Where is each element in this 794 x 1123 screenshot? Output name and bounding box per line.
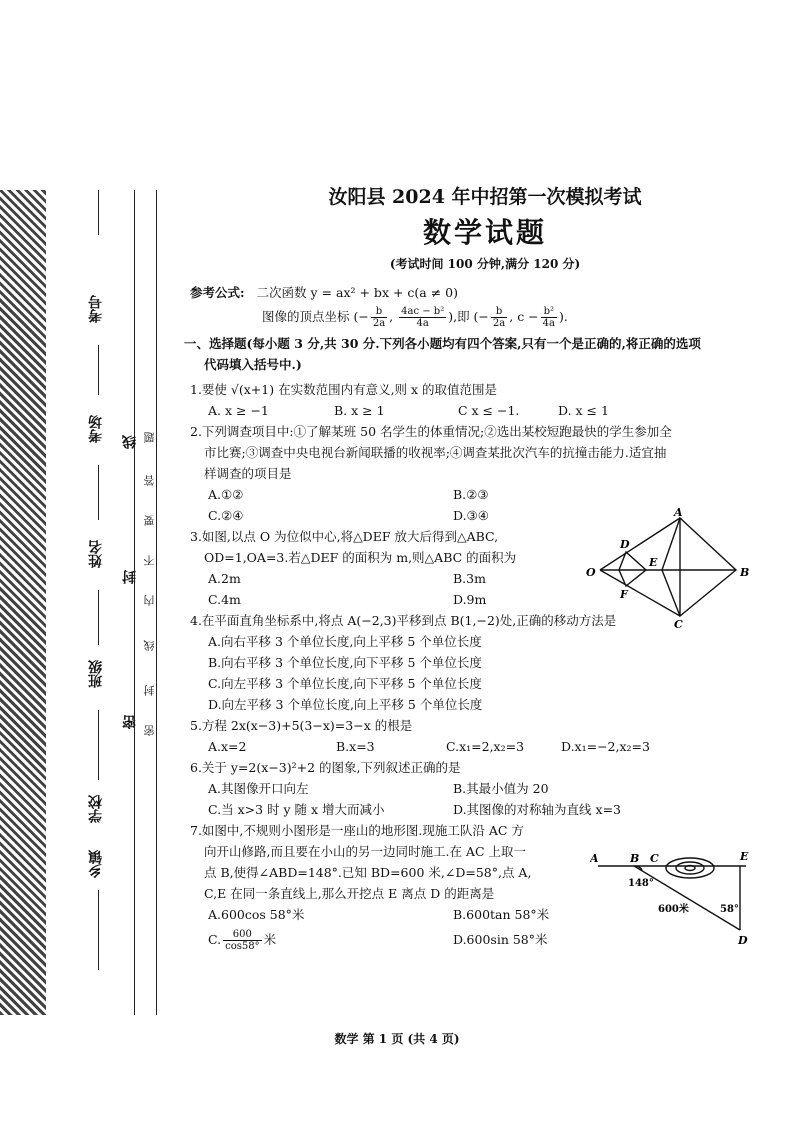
q6-stem: 6.关于 y=2(x−3)²+2 的图象,下列叙述正确的是 [190, 760, 461, 775]
q7-stem-3: 点 B,使得∠ABD=148°.已知 BD=600 米,∠D=58°,点 A, [204, 865, 532, 880]
frac-den: 2a [372, 318, 386, 329]
seal-notice-char: 要 [143, 515, 156, 526]
q7-option-b: B.600tan 58°米 [453, 907, 550, 922]
q2-option-b: B.②③ [453, 487, 489, 502]
blank-line [98, 345, 99, 395]
frac-den: 2a [492, 318, 506, 329]
q1-options [190, 400, 780, 421]
vertex-x-fraction [371, 306, 387, 329]
seal-notice-char: 不 [143, 555, 156, 566]
label-o: O [586, 566, 596, 579]
q4-option-c: C.向左平移 3 个单位长度,向下平移 5 个单位长度 [208, 676, 482, 691]
field-exam-room: 考场 [88, 415, 104, 443]
formula-label: 参考公式: [190, 285, 245, 300]
q2-options-1 [190, 484, 780, 505]
label-d: D [738, 934, 748, 947]
label-b: B [630, 852, 640, 865]
vertex-x-fraction-alt [491, 306, 507, 329]
q2-stem-1: 2.下列调查项目中:①了解某班 50 名学生的体重情况;②选出某校短跑最快的学生参加全 [190, 424, 672, 439]
label-d: D [620, 538, 630, 551]
frac-num: b² [541, 306, 557, 318]
seal-notice-char: 密 [143, 725, 156, 736]
section-heading-2: 代码填入括号中.) [204, 357, 302, 372]
q7-option-a: A.600cos 58°米 [208, 907, 305, 922]
binding-line-outer [134, 190, 135, 1015]
side-bd-label: 600米 [658, 904, 689, 915]
q3-stem-1: 3.如图,以点 O 为位似中心,将△DEF 放大后得到△ABC, [190, 529, 499, 544]
seal-secret-char: 密 [122, 715, 138, 729]
q7-c-unit: 米 [263, 932, 277, 947]
angle-b-label: 148° [628, 878, 654, 889]
q4-stem: 4.在平面直角坐标系中,将点 A(−2,3)平移到点 B(1,−2)处,正确的移动方法是 [190, 613, 617, 628]
q7-option-d: D.600sin 58°米 [453, 932, 548, 947]
q7-figure [590, 846, 770, 950]
q2-stem-2: 市比赛;③调查中央电视台新闻联播的收视率;④调查某批次汽车的抗撞击能力.适宜抽 [204, 445, 667, 460]
field-name: 姓名 [88, 540, 104, 568]
frac-num: 4ac − b² [401, 306, 445, 317]
q5-stem: 5.方程 2x(x−3)+5(3−x)=3−x 的根是 [190, 718, 413, 733]
q6-options-1 [190, 778, 780, 799]
q7-stem-2: 向开山修路,而且要在小山的另一边同时施工.在 AC 上取一 [204, 844, 526, 859]
q3-stem-2: OD=1,OA=3.若△DEF 的面积为 m,则△ABC 的面积为 [204, 550, 517, 565]
seal-notice-char: 线 [143, 640, 156, 651]
field-exam-number: 考号 [88, 295, 104, 323]
formula-line-1 [190, 282, 780, 303]
q3-option-c: C.4m [208, 592, 241, 607]
seal-notice-char: 答 [143, 475, 156, 486]
vertex-y-fraction-alt [541, 306, 557, 329]
q3-figure [586, 508, 766, 628]
q1-option-c: C x ≤ −1. [458, 403, 520, 418]
q7-c-prefix: C. [208, 932, 222, 947]
q3-option-b: B.3m [453, 571, 486, 586]
q6-option-a: A.其图像开口向左 [208, 781, 309, 796]
formula-text: 二次函数 y = ax² + bx + c(a ≠ 0) [256, 285, 458, 300]
frac-num: b [491, 306, 507, 318]
q2-option-c: C.②④ [208, 508, 244, 523]
q2-option-d: D.③④ [453, 508, 489, 523]
q7-option-c [208, 925, 453, 955]
label-c: C [650, 852, 659, 865]
q7-stem-1: 7.如图中,不规则小图形是一座山的地形图.现施工队沿 AC 方 [190, 823, 524, 838]
blank-line [98, 590, 99, 645]
seal-notice-char: 题 [143, 432, 156, 443]
label-f: F [620, 588, 628, 601]
label-b: B [740, 566, 750, 579]
q5-option-a: A.x=2 [208, 739, 247, 754]
formula-connector: ,即 [453, 309, 470, 324]
vertex-y-fraction [399, 306, 446, 329]
q1-option-a: A. x ≥ −1 [208, 403, 269, 418]
exam-title: 汝阳县 2024 年中招第一次模拟考试 [328, 186, 642, 208]
frac-num: b [371, 306, 387, 318]
q4-option-d: D.向左平移 3 个单位长度,向上平移 5 个单位长度 [208, 697, 483, 712]
field-township: 乡镇 [88, 850, 104, 878]
exam-info: (考试时间 100 分钟,满分 120 分) [389, 257, 581, 271]
q1-option-b: B. x ≥ 1 [334, 403, 385, 418]
blank-line [98, 465, 99, 520]
q4-option-a: A.向右平移 3 个单位长度,向上平移 5 个单位长度 [208, 634, 482, 649]
q7-c-fraction [223, 929, 261, 952]
seal-seal-char: 封 [122, 570, 138, 584]
angle-d-label: 58° [720, 904, 739, 915]
q6-option-c: C.当 x>3 时 y 随 x 增大而减小 [208, 802, 385, 817]
scan-edge-pattern [0, 190, 46, 1015]
blank-line [98, 890, 99, 970]
seal-line-char: 线 [122, 435, 138, 449]
q7-stem-4: C,E 在同一条直线上,那么开挖点 E 离点 D 的距离是 [204, 886, 495, 901]
label-a: A [674, 508, 683, 519]
binding-margin [46, 190, 181, 1015]
q5-option-d: D.x₁=−2,x₂=3 [561, 739, 650, 754]
blank-line [98, 190, 99, 235]
q6-options-2 [190, 799, 780, 820]
q2-option-a: A.①② [208, 487, 244, 502]
vertex-label: 图像的顶点坐标 [262, 309, 350, 324]
seal-notice-char: 封 [143, 685, 156, 696]
q5-options [190, 736, 780, 757]
formula-c: c − [517, 309, 539, 324]
exam-subject: 数学试题 [422, 216, 547, 249]
q1-option-d: D. x ≤ 1 [558, 403, 609, 418]
page-footer: 数学 第 1 页 (共 4 页) [334, 1032, 460, 1046]
frac-num: 600 [223, 929, 261, 941]
q6-option-b: B.其最小值为 20 [453, 781, 549, 796]
frac-den: 4a [542, 318, 555, 329]
seal-notice-char: 内 [143, 595, 156, 606]
formula-line-2: 图像的顶点坐标 (− $\frac{b}{2a}$ , $\frac{\text{4ac − b²}}{4a}$ ),即 (− $\frac{b}{2a}$ , c − $\frac{\text{b²}}{4a}$ ). [262, 306, 568, 329]
q3-option-a: A.2m [208, 571, 241, 586]
q6-option-d: D.其图像的对称轴为直线 x=3 [453, 802, 621, 817]
q2-stem-3: 样调查的项目是 [204, 466, 292, 481]
q1-stem: 1.要使 √(x+1) 在实数范围内有意义,则 x 的取值范围是 [190, 382, 498, 397]
q5-option-c: C.x₁=2,x₂=3 [446, 739, 525, 754]
frac-den: cos58° [225, 941, 260, 952]
label-e: E [740, 850, 749, 863]
blank-line [98, 710, 99, 780]
q5-option-b: B.x=3 [336, 739, 375, 754]
frac-den: 4a [416, 318, 429, 329]
label-e: E [649, 556, 658, 569]
field-school: 学校 [88, 795, 104, 823]
label-a: A [590, 852, 599, 865]
q4-option-b: B.向右平移 3 个单位长度,向下平移 5 个单位长度 [208, 655, 482, 670]
field-class: 班级 [88, 660, 104, 688]
q3-option-d: D.9m [453, 592, 487, 607]
label-c: C [674, 618, 683, 628]
section-heading: 一、选择题(每小题 3 分,共 30 分.下列各小题均有四个答案,只有一个是正确的,将正确的选项 [184, 336, 701, 351]
